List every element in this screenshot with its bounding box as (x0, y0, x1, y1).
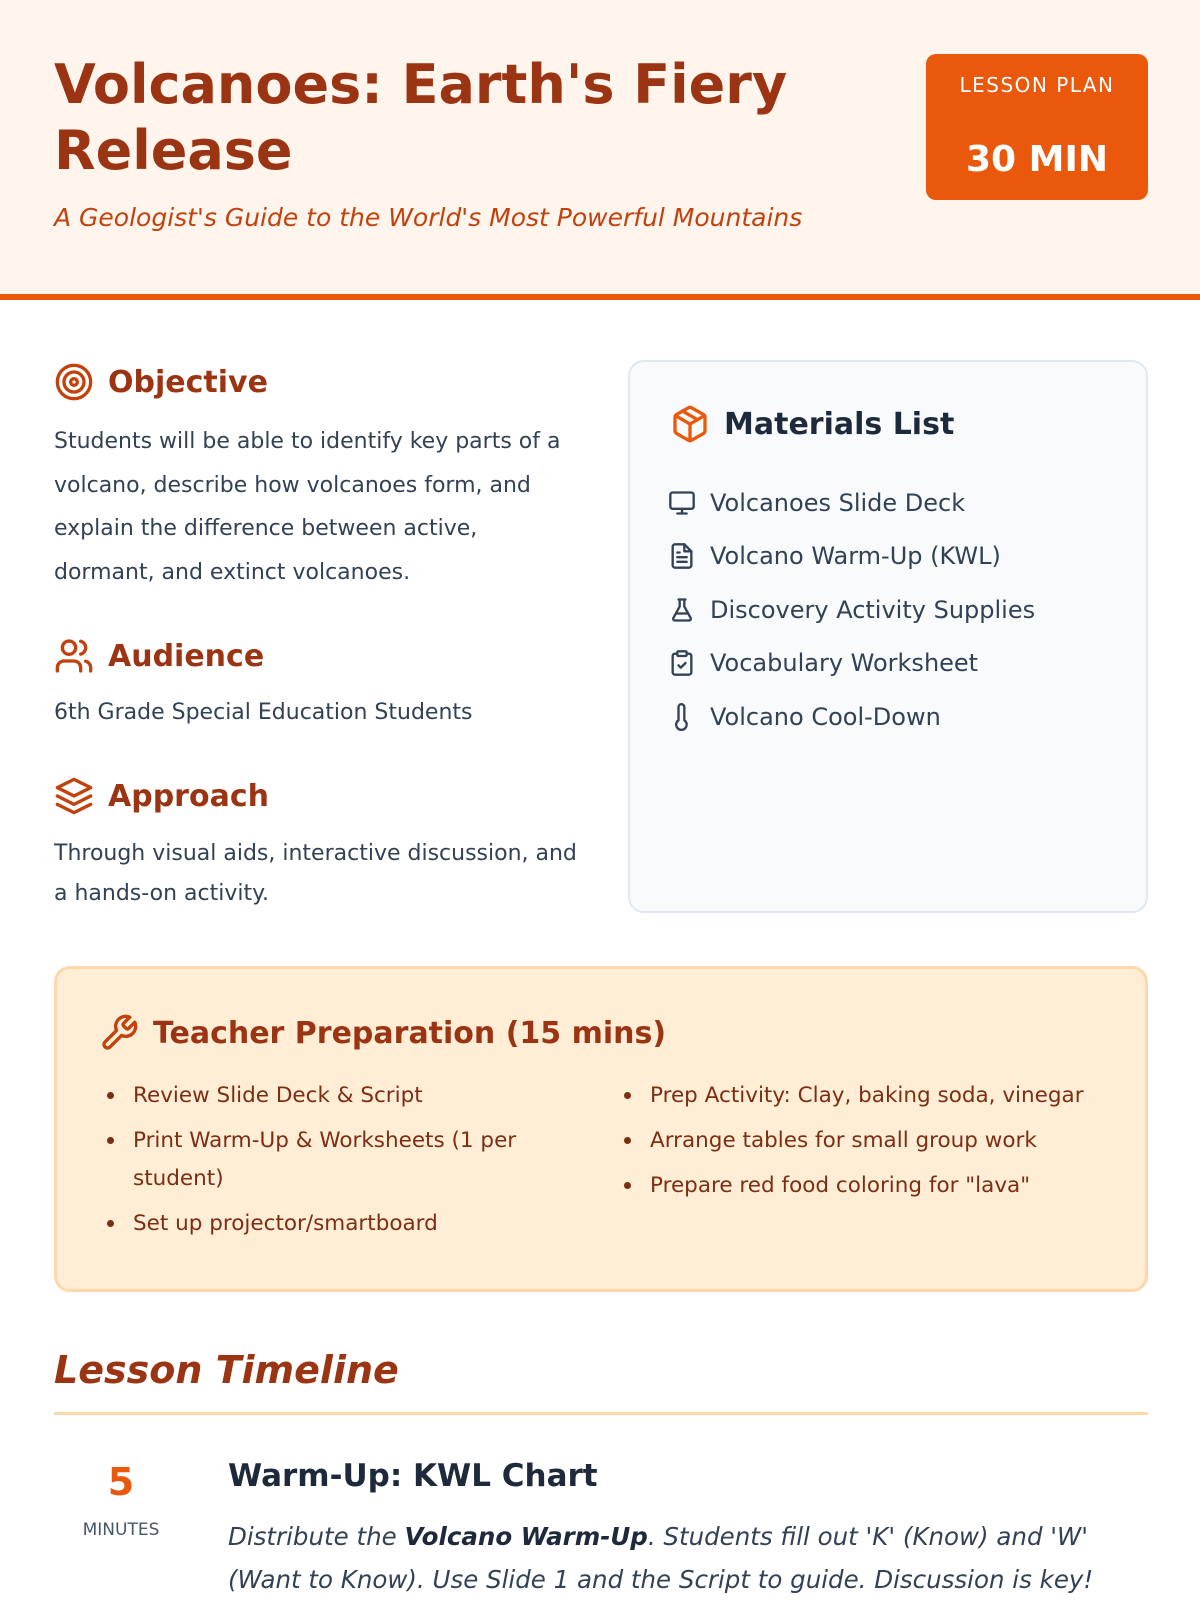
prep-title: Teacher Preparation (15 mins) (153, 1015, 667, 1051)
document-icon (668, 542, 696, 570)
material-item (668, 690, 1035, 744)
prep-item: Print Warm-Up & Worksheets (1 per student) (105, 1122, 545, 1198)
materials-list (668, 476, 1035, 744)
duration-badge (926, 54, 1148, 200)
objective-heading (54, 362, 268, 402)
approach-heading (54, 776, 269, 816)
material-item (668, 530, 1035, 584)
target-icon (54, 362, 94, 402)
materials-title: Materials List (724, 406, 955, 442)
prep-item: Set up projector/smartboard (105, 1205, 545, 1243)
desc-highlight: Volcano Warm-Up (404, 1522, 648, 1551)
prep-item: Prepare red food coloring for "lava" (622, 1167, 1122, 1205)
material-item (668, 476, 1035, 530)
material-item (668, 583, 1035, 637)
users-icon (54, 636, 94, 676)
objective-title: Objective (108, 364, 268, 400)
page-subtitle: A Geologist's Guide to the World's Most Powerful Mountains (54, 203, 803, 232)
objective-text: Students will be able to identify key parts of a volcano, describe how volcanoes form, and explain the difference between active, dormant, and extinct volcanoes. (54, 429, 561, 585)
material-label: Vocabulary Worksheet (710, 649, 979, 678)
package-icon (670, 404, 710, 444)
badge-label: LESSON PLAN (959, 73, 1115, 97)
timeline-entry-description (228, 1515, 1158, 1600)
prep-item: Arrange tables for small group work (622, 1122, 1122, 1160)
prep-heading (99, 1013, 666, 1053)
approach-text: Through visual aids, interactive discussion, and a hands-on activity. (54, 841, 577, 906)
timeline-minutes: 5 (107, 1460, 135, 1504)
layers-icon (54, 776, 94, 816)
prep-item: Review Slide Deck & Script (105, 1077, 545, 1115)
lesson-header (0, 0, 1200, 300)
audience-heading (54, 636, 264, 676)
material-label: Volcano Cool-Down (710, 702, 941, 731)
materials-card (628, 360, 1148, 913)
desc-text: Distribute the (228, 1522, 405, 1551)
audience-text: 6th Grade Special Education Students (54, 700, 473, 725)
timeline-entry-title: Warm-Up: KWL Chart (228, 1458, 598, 1494)
desc-text: . Students fill out 'K' (Know) and 'W' (Want to Know). Use Slide 1 and the Script to guide. Discussion is key! (228, 1522, 1094, 1594)
timeline-minutes-label: MINUTES (82, 1520, 160, 1540)
badge-value: 30 MIN (966, 139, 1108, 180)
material-item (668, 637, 1035, 691)
page-title: Volcanoes: Earth's Fiery Release (54, 53, 788, 182)
prep-list-right (622, 1077, 1122, 1212)
prep-list-left (105, 1077, 545, 1250)
monitor-icon (668, 489, 696, 517)
timeline-heading: Lesson Timeline (54, 1348, 399, 1392)
material-label: Volcanoes Slide Deck (710, 488, 966, 517)
teacher-prep-card (54, 966, 1148, 1292)
prep-item: Prep Activity: Clay, baking soda, vinegar (622, 1077, 1122, 1115)
material-label: Volcano Warm-Up (KWL) (710, 542, 1001, 571)
material-label: Discovery Activity Supplies (710, 595, 1036, 624)
flask-icon (668, 596, 696, 624)
clipboard-icon (668, 649, 696, 677)
thermometer-icon (668, 703, 696, 731)
wrench-icon (99, 1013, 139, 1053)
materials-heading (670, 404, 954, 444)
timeline-divider (54, 1412, 1148, 1415)
audience-title: Audience (108, 638, 265, 674)
approach-title: Approach (108, 778, 269, 814)
